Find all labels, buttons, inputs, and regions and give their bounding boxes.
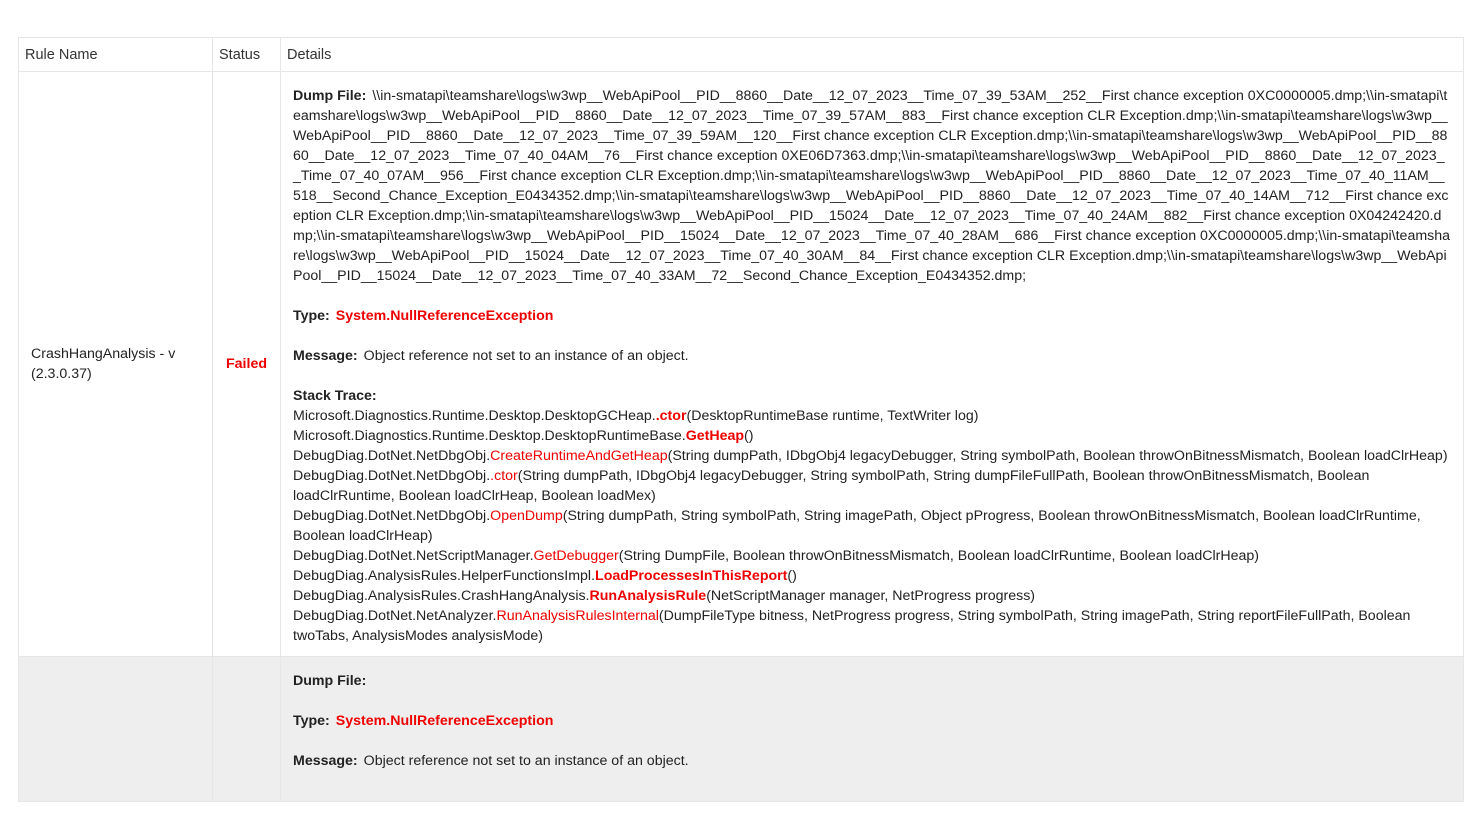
stack-frame: [293, 586, 1451, 606]
details-cell: [281, 657, 1464, 802]
rule-name-cell: CrashHangAnalysis - v (2.3.0.37): [19, 72, 213, 657]
stack-frame: [293, 566, 1451, 586]
frame-args: (String dumpPath, IDbgObj4 legacyDebugger, String symbolPath, String dumpFileFullPath, Boolean throwOnBitnessMismatch, Boolean loadClrRuntime, Boolean loadClrHeap, Boolean loadMex): [293, 468, 1370, 504]
frame-args: (DesktopRuntimeBase runtime, TextWriter log): [686, 408, 979, 424]
frame-method: LoadProcessesInThisReport: [595, 568, 788, 584]
stack-frame: [293, 506, 1451, 546]
message-value: Object reference not set to an instance of an object.: [363, 753, 689, 769]
frame-args: (String dumpPath, IDbgObj4 legacyDebugger, String symbolPath, Boolean throwOnBitnessMismatch, Boolean loadClrHeap): [667, 448, 1448, 464]
stack-frame: [293, 546, 1451, 566]
frame-prefix: DebugDiag.AnalysisRules.CrashHangAnalysis.: [293, 588, 590, 604]
frame-args: (DumpFileType bitness, NetProgress progress, String symbolPath, String imagePath, String reportFileFullPath, Boolean twoTabs, AnalysisModes analysisMode): [293, 608, 1411, 644]
type-section: [293, 306, 1451, 326]
stack-frame: [293, 426, 1451, 446]
frame-method: .ctor: [490, 468, 518, 484]
frame-args: (NetScriptManager manager, NetProgress progress): [706, 588, 1036, 604]
stack-frame: [293, 466, 1451, 506]
status-badge: [213, 657, 281, 802]
message-section: [293, 751, 1451, 771]
frame-prefix: DebugDiag.DotNet.NetDbgObj.: [293, 508, 491, 524]
stack-trace-section: [293, 386, 1451, 646]
table-row: [19, 72, 1464, 657]
details-cell: [281, 72, 1464, 657]
stack-frame: [293, 406, 1451, 426]
frame-method: GetDebugger: [533, 548, 619, 564]
type-label: Type:: [293, 713, 330, 729]
exception-type: System.NullReferenceException: [335, 308, 554, 324]
frame-args: (): [744, 428, 754, 444]
rule-name-cell: [19, 657, 213, 802]
dump-file-section: [293, 86, 1451, 286]
exception-type: System.NullReferenceException: [335, 713, 554, 729]
frame-prefix: DebugDiag.DotNet.NetDbgObj.: [293, 448, 491, 464]
header-details: Details: [281, 38, 1464, 72]
frame-prefix: Microsoft.Diagnostics.Runtime.Desktop.DesktopRuntimeBase.: [293, 428, 686, 444]
header-rule-name: Rule Name: [19, 38, 213, 72]
frame-prefix: DebugDiag.AnalysisRules.HelperFunctionsImpl.: [293, 568, 596, 584]
frame-method: RunAnalysisRulesInternal: [496, 608, 659, 624]
analysis-results-table: [18, 37, 1464, 802]
table-row: [19, 657, 1464, 802]
dump-file-label: Dump File:: [293, 88, 367, 104]
frame-method: RunAnalysisRule: [589, 588, 707, 604]
frame-method: GetHeap: [685, 428, 745, 444]
dump-file-section: [293, 671, 1451, 691]
frame-method: CreateRuntimeAndGetHeap: [490, 448, 668, 464]
frame-prefix: DebugDiag.DotNet.NetAnalyzer.: [293, 608, 497, 624]
frame-method: OpenDump: [490, 508, 563, 524]
header-status: Status: [213, 38, 281, 72]
message-label: Message:: [293, 348, 358, 364]
frame-args: (): [787, 568, 797, 584]
frame-prefix: DebugDiag.DotNet.NetScriptManager.: [293, 548, 534, 564]
frame-method: .ctor: [655, 408, 687, 424]
dump-file-label: Dump File:: [293, 673, 367, 689]
table-header: [19, 38, 1464, 72]
status-badge: Failed: [213, 72, 281, 657]
frame-args: (String dumpPath, String symbolPath, String imagePath, Object pProgress, Boolean throwOnBitnessMismatch, Boolean loadClrRuntime, Boolean loadClrHeap): [293, 508, 1421, 544]
stack-frame: [293, 606, 1451, 646]
stack-trace-frames: [293, 406, 1451, 646]
frame-args: (String DumpFile, Boolean throwOnBitnessMismatch, Boolean loadClrRuntime, Boolean loadClrHeap): [618, 548, 1260, 564]
stack-frame: [293, 446, 1451, 466]
dump-file-value: \\in-smatapi\teamshare\logs\w3wp__WebApiPool__PID__8860__Date__12_07_2023__Time_07_39_53AM__252__First chance exception 0XC0000005.dmp;\\in-smatapi\teamshare\logs\w3wp__WebApiPool__PID__8860__Date__12_07_2023__Time_07_39_57AM__883__First chance exception CLR Exception.dmp;\\in-smatapi\teamshare\logs\w3wp__WebApiPool__PID__8860__Date__12_07_2023__Time_07_39_59AM__120__First chance exception CLR Exception.dmp;\\in-smatapi\teamshare\logs\w3wp__WebApiPool__PID__8860__Date__12_07_2023__Time_07_40_04AM__76__First chance exception 0XE06D7363.dmp;\\in-smatapi\teamshare\logs\w3wp__WebApiPool__PID__8860__Date__12_07_2023__Time_07_40_07AM__956__First chance exception CLR Exception.dmp;\\in-smatapi\teamshare\logs\w3wp__WebApiPool__PID__8860__Date__12_07_2023__Time_07_40_11AM__518__Second_Chance_Exception_E0434352.dmp;\\in-smatapi\teamshare\logs\w3wp__WebApiPool__PID__8860__Date__12_07_2023__Time_07_40_14AM__712__First chance exception CLR Exception.dmp;\\in-smatapi\teamshare\logs\w3wp__WebApiPool__PID__15024__Date__12_07_2023__Time_07_40_24AM__882__First chance exception 0X04242420.dmp;\\in-smatapi\teamshare\logs\w3wp__WebApiPool__PID__15024__Date__12_07_2023__Time_07_40_28AM__686__First chance exception 0XC0000005.dmp;\\in-smatapi\teamshare\logs\w3wp__WebApiPool__PID__15024__Date__12_07_2023__Time_07_40_30AM__84__First chance exception CLR Exception.dmp;\\in-smatapi\teamshare\logs\w3wp__WebApiPool__PID__15024__Date__12_07_2023__Time_07_40_33AM__72__Second_Chance_Exception_E0434352.dmp;: [293, 88, 1451, 284]
frame-prefix: DebugDiag.DotNet.NetDbgObj.: [293, 468, 491, 484]
stack-trace-label: Stack Trace:: [293, 388, 377, 404]
type-label: Type:: [293, 308, 330, 324]
message-section: [293, 346, 1451, 366]
message-value: Object reference not set to an instance of an object.: [363, 348, 689, 364]
message-label: Message:: [293, 753, 358, 769]
frame-prefix: Microsoft.Diagnostics.Runtime.Desktop.DesktopGCHeap.: [293, 408, 656, 424]
type-section: [293, 711, 1451, 731]
